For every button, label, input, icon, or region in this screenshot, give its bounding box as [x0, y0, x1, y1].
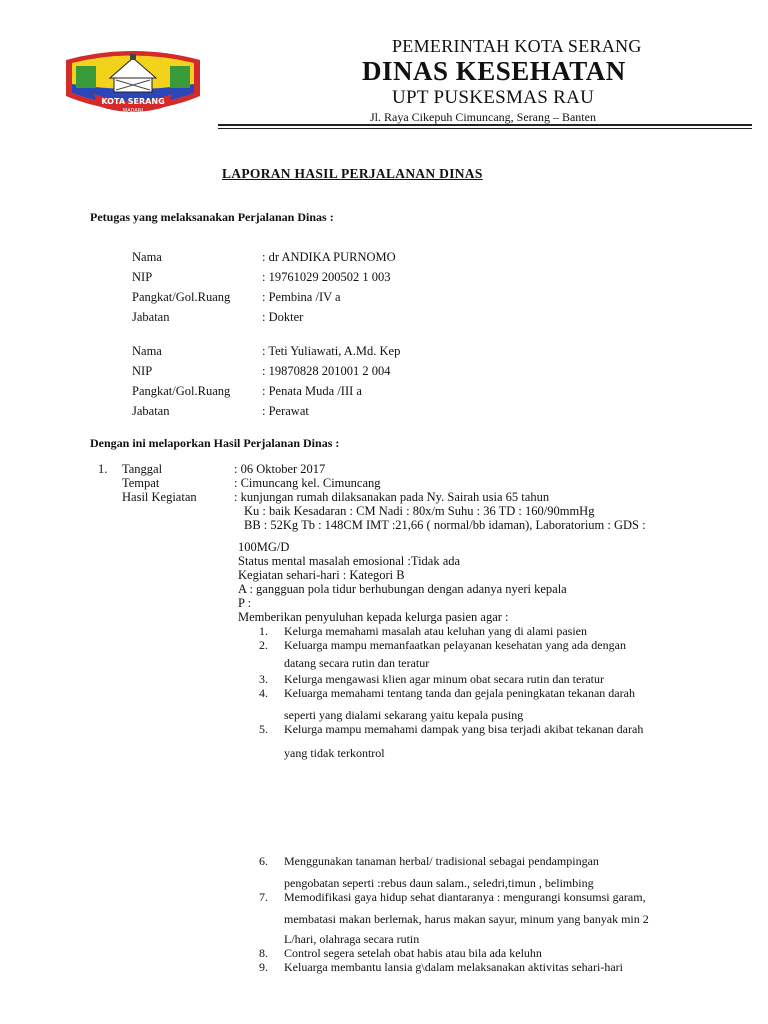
advice-number: 5.: [259, 722, 268, 736]
advice-text: Menggunakan tanaman herbal/ tradisional sebagai pendampingan: [284, 854, 599, 868]
advice-text: yang tidak terkontrol: [284, 746, 385, 760]
officer-2-nama-label: Nama: [132, 344, 162, 358]
header-rule-thick: [218, 124, 752, 126]
hasil-line: A : gangguan pola tidur berhubungan dengan adanya nyeri kepala: [238, 582, 567, 596]
advice-number: 7.: [259, 890, 268, 904]
advice-text: datang secara rutin dan teratur: [284, 656, 430, 670]
hasil-line: Status mental masalah emosional :Tidak ada: [238, 554, 461, 568]
advice-text: pengobatan seperti :rebus daun salam., seledri,timun , belimbing: [284, 876, 594, 890]
report-heading: Dengan ini melaporkan Hasil Perjalanan Dinas :: [90, 436, 340, 450]
advice-text: Kelurga memahami masalah atau keluhan yang di alami pasien: [284, 624, 588, 638]
hasil-line: 100MG/D: [238, 540, 290, 554]
header-unit: UPT PUSKESMAS RAU: [392, 87, 595, 108]
officer-2-pangkat-label: Pangkat/Gol.Ruang: [132, 384, 231, 398]
officer-2-jabatan-label: Jabatan: [132, 404, 170, 418]
header-department: DINAS KESEHATAN: [362, 56, 626, 86]
tanggal-value: : 06 Oktober 2017: [234, 462, 326, 476]
officer-1-jabatan-label: Jabatan: [132, 310, 170, 324]
hasil-label: Hasil Kegiatan: [122, 490, 197, 504]
officer-1-jabatan: : Dokter: [262, 310, 304, 324]
advice-number: 8.: [259, 946, 268, 960]
officer-1-pangkat-label: Pangkat/Gol.Ruang: [132, 290, 231, 304]
header-government: PEMERINTAH KOTA SERANG: [392, 36, 642, 56]
advice-number: 1.: [259, 624, 268, 638]
advice-text: membatasi makan berlemak, harus makan sayur, minum yang banyak min 2: [284, 912, 649, 926]
officer-2-pangkat: : Penata Muda /III a: [262, 384, 362, 398]
hasil-line: BB : 52Kg Tb : 148CM IMT :21,66 ( normal/bb idaman), Laboratorium : GDS :: [244, 518, 646, 532]
officer-1-pangkat: : Pembina /IV a: [262, 290, 341, 304]
advice-text: Keluarga memahami tentang tanda dan gejala peningkatan tekanan darah: [284, 686, 635, 700]
hasil-line: Ku : baik Kesadaran : CM Nadi : 80x/m Suhu : 36 TD : 160/90mmHg: [244, 504, 595, 518]
tempat-label: Tempat: [122, 476, 160, 490]
advice-text: Control segera setelah obat habis atau bila ada keluhn: [284, 946, 542, 960]
header-address: Jl. Raya Cikepuh Cimuncang, Serang – Banten: [370, 110, 596, 124]
officer-1-nama-label: Nama: [132, 250, 162, 264]
kota-serang-logo: [58, 44, 208, 118]
advice-text: Keluarga membantu lansia g\dalam melaksanakan aktivitas sehari-hari: [284, 960, 623, 974]
officer-1-nama: : dr ANDIKA PURNOMO: [262, 250, 396, 264]
logo-subtext: MADANI: [122, 108, 144, 114]
tanggal-label: Tanggal: [122, 462, 163, 476]
officer-1-nip: : 19761029 200502 1 003: [262, 270, 391, 284]
advice-text: L/hari, olahraga secara rutin: [284, 932, 420, 946]
advice-text: Memodifikasi gaya hidup sehat diantaranya : mengurangi konsumsi garam,: [284, 890, 646, 904]
tempat-value: : Cimuncang kel. Cimuncang: [234, 476, 381, 490]
hasil-line: P :: [238, 596, 252, 610]
officer-2-nama: : Teti Yuliawati, A.Md. Kep: [262, 344, 401, 358]
hasil-line: Kegiatan sehari-hari : Kategori B: [238, 568, 405, 582]
header-rule-thin: [218, 128, 752, 129]
hasil-line: : kunjungan rumah dilaksanakan pada Ny. Sairah usia 65 tahun: [234, 490, 550, 504]
advice-text: Kelurga mampu memahami dampak yang bisa terjadi akibat tekanan darah: [284, 722, 644, 736]
officer-1-nip-label: NIP: [132, 270, 153, 284]
advice-number: 9.: [259, 960, 268, 974]
logo-text: KOTA SERANG: [101, 97, 165, 106]
officer-2-nip: : 19870828 201001 2 004: [262, 364, 391, 378]
officer-2-nip-label: NIP: [132, 364, 153, 378]
report-number: 1.: [98, 462, 108, 476]
hasil-line: Memberikan penyuluhan kepada kelurga pasien agar :: [238, 610, 509, 624]
advice-number: 4.: [259, 686, 268, 700]
officer-2-jabatan: : Perawat: [262, 404, 309, 418]
officers-heading: Petugas yang melaksanakan Perjalanan Dinas :: [90, 210, 334, 224]
advice-number: 3.: [259, 672, 268, 686]
advice-text: Kelurga mengawasi klien agar minum obat secara rutin dan teratur: [284, 672, 604, 686]
document-title: LAPORAN HASIL PERJALANAN DINAS: [222, 166, 483, 181]
advice-text: Keluarga mampu memanfaatkan pelayanan kesehatan yang ada dengan: [284, 638, 626, 652]
advice-number: 6.: [259, 854, 268, 868]
advice-number: 2.: [259, 638, 268, 652]
advice-text: seperti yang dialami sekarang yaitu kepala pusing: [284, 708, 524, 722]
